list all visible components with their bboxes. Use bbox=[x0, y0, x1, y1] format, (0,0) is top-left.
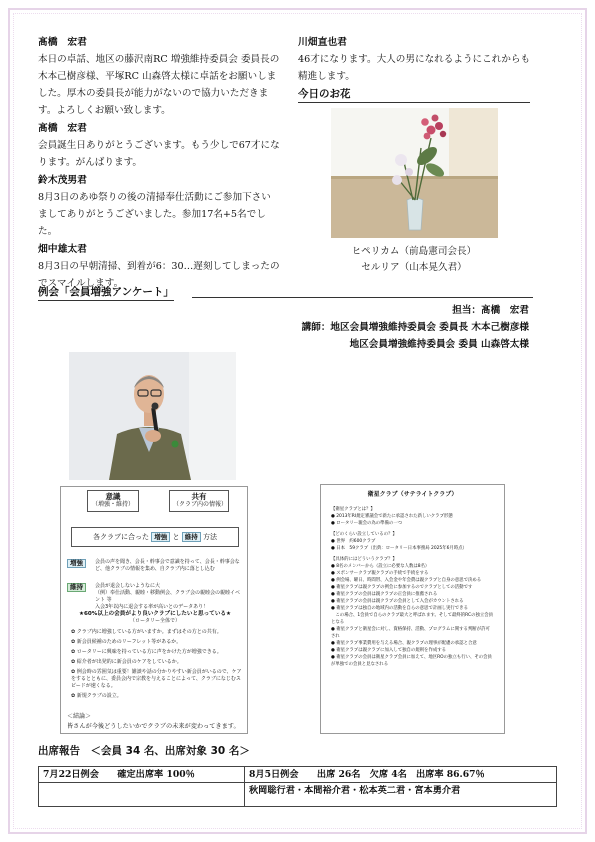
bullet-text: 衛星クラブの会員は親クラブの会員として入会がカウントされる bbox=[336, 599, 464, 604]
bullet-text: スポンサークラブ親クラブの手続で手続をする bbox=[336, 571, 429, 576]
slide-quote: ★60%以上の会員がより良いクラブにしたいと思っている★ bbox=[78, 611, 232, 617]
slide-bullet: ● 2013年RI規定審議会で新たに承認された新しいクラブ形態 bbox=[331, 514, 453, 519]
slide-quote-sub: （ロータリー全体で） bbox=[129, 618, 180, 624]
slide-bullet: ● 衛星クラブの会員は親クラブの正会員に推薦される bbox=[331, 592, 438, 597]
attendance-heading: 出席報告 ＜会員 34 名、出席対象 30 名＞ bbox=[38, 745, 250, 757]
slide-conclusion: 皆さんが今後どうしたいかでクラブの未来が変わってきます。 bbox=[67, 723, 240, 730]
slide-growth-row bbox=[67, 559, 243, 572]
retention-text: 会員が退会しないようなに大 （例）奉仕活動、親睦・移動例会、クラブ会の親睦会の親睦イベント 等 入会3年以内に退会する率が高いとのデータあり！ bbox=[95, 583, 241, 610]
point-text: 新規クラブの設立。 bbox=[76, 693, 122, 699]
slide-bullet: ● 日本 59クラブ（出典：ロータリー日本事務局 2025年6月時点） bbox=[331, 546, 467, 551]
method-growth: 増強 bbox=[151, 532, 170, 542]
flower-heading: 今日のお花 bbox=[298, 86, 530, 103]
speaker-illustration bbox=[69, 352, 236, 480]
growth-text: 会員の声を聞き、会長・幹事会で意識を持って、会長・幹事会など、他クラブの情報を集め、自クラブ内に落とし込む bbox=[95, 559, 240, 572]
slide-box-awareness bbox=[87, 490, 139, 512]
staff-line: 講師：地区会員増強維持委員会 委員長 木本己樹彦様 bbox=[301, 322, 529, 333]
flower-caption-2: セルリア（山本晃久君） bbox=[361, 262, 467, 273]
slide-bullet: ● 例会場、曜日、時間帯、入会金や年会費は親クラブと自身の意思で決める bbox=[331, 578, 482, 583]
retention-badge: 維持 bbox=[67, 583, 86, 592]
message-body: 本日の卓話、地区の藤沢南RC 増強維持委員会 委員長の木本己樹彦様、平塚RC 山森啓太様に卓話をお願いしました。厚木の委員長が能力がないので協力いただきます。よろしくお願い致します。 bbox=[38, 54, 280, 116]
meeting-staff bbox=[302, 302, 529, 353]
point-text: 紹介者が出発的に新会員のケアをしているか。 bbox=[76, 659, 182, 665]
staff-line: 担当：髙橋 宏君 bbox=[452, 305, 529, 316]
message-author: 髙橋 宏君 bbox=[38, 37, 87, 48]
slide-method-box bbox=[71, 527, 239, 547]
bullet-text: 衛星クラブ事業費用を与える場合、親クラブの理事が配慮の承認と合意 bbox=[336, 641, 477, 646]
slide-box-share bbox=[169, 490, 229, 512]
slide-section-head: 【具体的にはどういうクラブ？】 bbox=[331, 557, 397, 562]
bullet-text: 世界 約600クラブ bbox=[336, 539, 376, 544]
staff-line: 地区会員増強維持委員会 委員 山森啓太様 bbox=[349, 339, 529, 350]
slide-bullet: ● 衛星クラブの会員は衛星クラブ会員に加えて、地区ROの独立も行い、その会員が単独での会員と見なされる bbox=[331, 655, 492, 667]
message-author: 川畑直也君 bbox=[298, 37, 347, 48]
slide-bullet bbox=[331, 612, 494, 626]
box-title: 意識 bbox=[105, 492, 121, 501]
slide-points bbox=[71, 629, 243, 703]
attendance-empty-cell bbox=[39, 783, 245, 807]
bullet-text: 衛星クラブは親クラブに加入して独自の規則を作成する bbox=[336, 648, 447, 653]
bullet-text: 例会場、曜日、時間帯、入会金や年会費は親クラブと自身の意思で決める bbox=[336, 578, 482, 583]
flower-arrangement-illustration bbox=[331, 108, 498, 238]
smile-messages bbox=[38, 34, 280, 293]
slide-point: ✿ クラブ内に増強している方がいますか。まずはその方との共有。 bbox=[71, 629, 222, 635]
slide-membership-strategy bbox=[60, 486, 248, 734]
bullet-text: 衛星クラブは親クラブの例会に参加するのでクラブとしての活動です bbox=[336, 585, 473, 590]
bullet-text: 日本 59クラブ（出典：ロータリー日本事務局 2025年6月時点） bbox=[336, 546, 467, 551]
box-subtitle: （増強・維持） bbox=[91, 501, 134, 508]
point-text: クラブ内に増強している方がいますか。まずはその方との共有。 bbox=[76, 629, 222, 635]
slide-bullet: ● スポンサークラブ親クラブの手続で手続をする bbox=[331, 571, 429, 576]
meeting-heading: 例会「会員増強アンケート」 bbox=[38, 284, 174, 301]
attendance-absentees: 秋岡聡行君・本間裕介君・松本英二君・宮本勇介君 bbox=[245, 783, 557, 807]
slide-section-head: 【どのくらい設立しているの？】 bbox=[331, 532, 397, 537]
bullet-text: 8名のメンバーから（設立に必要な人数は8名） bbox=[336, 564, 430, 569]
slide-conclusion-label: ＜結論＞ bbox=[67, 713, 92, 720]
bullet-text: 衛星クラブと衛星会に対し、資格保持、活動、プログラムに関する判断が許可され bbox=[331, 627, 490, 639]
message-body: 会員誕生日ありがとうございます。もう少しで67才になります。がんばります。 bbox=[38, 140, 280, 168]
message-body: 8月3日の早朝清掃、到着が6：30…遅刻してしまったのでスマイルします。 bbox=[38, 261, 280, 289]
slide-point: ✿ 新規クラブの設立。 bbox=[71, 693, 122, 699]
flower-photo bbox=[331, 108, 498, 238]
slide-bullet: ● 衛星クラブは親クラブの例会に参加するのでクラブとしての活動です bbox=[331, 585, 473, 590]
message-body: 46才になります。大人の男になれるようにこれからも精進します。 bbox=[298, 54, 531, 82]
method-retention: 維持 bbox=[182, 532, 201, 542]
slide-satellite-club bbox=[320, 484, 505, 734]
method-text: 各クラブに合った bbox=[93, 533, 150, 541]
table-row bbox=[39, 783, 557, 807]
bullet-text: 2013年RI規定審議会で新たに承認された新しいクラブ形態 bbox=[336, 514, 453, 519]
flower-captions bbox=[298, 244, 530, 276]
point-text: ロータリーに興味を持っている方に声をかけた方が増強できる。 bbox=[76, 649, 222, 655]
slide-bullet: ● ロータリー親会の為の準備の一つ bbox=[331, 521, 403, 526]
meeting-heading-rule bbox=[192, 297, 533, 298]
slide-point: ✿ 例会時の雰囲気は重要！雑談や話の分かりやすい新会員がいるので、ケアをするとともに、委員会内で宗教を与えることによって、クラブになじむスピードが速くなる。 bbox=[71, 669, 242, 689]
bullet-text: 衛星クラブの会員は親クラブの正会員に推薦される bbox=[336, 592, 438, 597]
bullet-text: 衛星クラブの会員は衛星クラブ会員に加えて、地区ROの独立も行い、その会員が単独での会員と見なされる bbox=[331, 655, 492, 667]
slide-bullet: ● 衛星クラブ事業費用を与える場合、親クラブの理事が配慮の承認と合意 bbox=[331, 641, 477, 646]
slide-bullet: ● 衛星クラブと衛星会に対し、資格保持、活動、プログラムに関する判断が許可され bbox=[331, 627, 490, 639]
table-row bbox=[39, 767, 557, 783]
speaker-photo bbox=[69, 352, 236, 480]
message-author: 畑中雄太君 bbox=[38, 244, 87, 255]
bullet-text: ロータリー親会の為の準備の一つ bbox=[336, 521, 403, 526]
message-body: 8月3日のあゆ祭りの後の清掃奉仕活動にご参加下さいましてありがとうございました。参加17名+5名でした。 bbox=[38, 192, 271, 237]
growth-badge: 増強 bbox=[67, 559, 86, 568]
slide-section-head: 【衛星クラブとは？】 bbox=[331, 507, 375, 512]
attendance-aug5: 8月5日例会 出席 26名 欠席 4名 出席率 86.67％ bbox=[245, 767, 557, 783]
bullet-text: 衛星クラブは独自の地域内の活動を自らの意思で計画し実行できる bbox=[336, 606, 468, 611]
slide-retention-row bbox=[67, 583, 243, 610]
bullet-text: この場合、1会員で自らのクラブ最大と呼ばれます。そして最終的RCの独立会員となる bbox=[331, 613, 494, 625]
point-text: 例会時の雰囲気は重要！雑談や話の分かりやすい新会員がいるので、ケアをするとともに、委員会内で宗教を与えることによって、クラブになじむスピードが速くなる。 bbox=[71, 669, 242, 689]
message-author: 髙橋 宏君 bbox=[38, 123, 87, 134]
point-text: 新会員候補のためのリーフレット等があるか。 bbox=[76, 639, 182, 645]
slide-point: ✿ ロータリーに興味を持っている方に声をかけた方が増強できる。 bbox=[71, 649, 222, 655]
flower-caption-1: ヒペリカム（前島憲司会長） bbox=[351, 246, 477, 257]
slide-bullet: ● 衛星クラブの会員は親クラブの会員として入会がカウントされる bbox=[331, 599, 464, 604]
method-text: 方法 bbox=[202, 533, 217, 541]
meeting-heading-row bbox=[38, 284, 533, 302]
method-text: と bbox=[172, 533, 180, 541]
slide-bullet: ● 世界 約600クラブ bbox=[331, 539, 376, 544]
attendance-table bbox=[38, 766, 557, 807]
box-subtitle: （クラブ内の情報） bbox=[173, 501, 228, 508]
box-title: 共有 bbox=[191, 492, 207, 501]
slide-bullet: ● 衛星クラブは独自の地域内の活動を自らの意思で計画し実行できる bbox=[331, 606, 468, 611]
right-message bbox=[298, 34, 538, 86]
slide-bullet: ● 衛星クラブは親クラブに加入して独自の規則を作成する bbox=[331, 648, 447, 653]
slide-title: 衛星クラブ（サテライトクラブ） bbox=[367, 491, 458, 498]
attendance-jul22: 7月22日例会 確定出席率 100％ bbox=[39, 767, 245, 783]
slide-bullet: ● 8名のメンバーから（設立に必要な人数は8名） bbox=[331, 564, 430, 569]
message-author: 鈴木茂男君 bbox=[38, 175, 87, 186]
slide-point: ✿ 紹介者が出発的に新会員のケアをしているか。 bbox=[71, 659, 182, 665]
slide-point: ✿ 新会員候補のためのリーフレット等があるか。 bbox=[71, 639, 182, 645]
